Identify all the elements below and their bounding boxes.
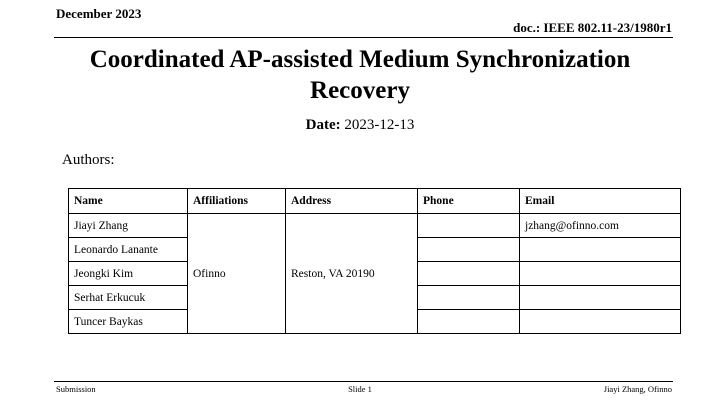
- table-header-row: [69, 189, 681, 214]
- date-line: [0, 117, 720, 134]
- author-name: Jiayi Zhang: [69, 214, 188, 238]
- footer-slide-number: Slide 1: [348, 384, 372, 394]
- header-affiliations: Affiliations: [188, 189, 286, 214]
- footer-author: Jiayi Zhang, Ofinno: [603, 384, 672, 394]
- author-name: Serhat Erkucuk: [69, 286, 188, 310]
- authors-label: Authors:: [62, 152, 115, 168]
- author-phone: [418, 262, 520, 286]
- author-email: [520, 238, 681, 262]
- author-email: [520, 286, 681, 310]
- slide-title: Coordinated AP-assisted Medium Synchronization Recovery: [89, 46, 631, 104]
- author-email: [520, 262, 681, 286]
- header-doc-id: doc.: IEEE 802.11-23/1980r1: [513, 20, 672, 35]
- author-phone: [418, 310, 520, 334]
- footer-submission: Submission: [56, 384, 96, 394]
- header-address: Address: [286, 189, 418, 214]
- header-email: Email: [520, 189, 681, 214]
- date-value: 2023-12-13: [340, 117, 415, 133]
- author-address: Reston, VA 20190: [286, 214, 418, 334]
- author-phone: [418, 286, 520, 310]
- header-rule: [54, 37, 673, 38]
- author-name: Tuncer Baykas: [69, 310, 188, 334]
- table-row: [69, 214, 681, 238]
- author-email: jzhang@ofinno.com: [520, 214, 681, 238]
- author-phone: [418, 238, 520, 262]
- author-name: Leonardo Lanante: [69, 238, 188, 262]
- author-affiliation: Ofinno: [188, 214, 286, 334]
- author-email: [520, 310, 681, 334]
- header-phone: Phone: [418, 189, 520, 214]
- author-phone: [418, 214, 520, 238]
- footer-rule: [54, 381, 673, 382]
- header-date: December 2023: [56, 6, 142, 21]
- header-name: Name: [69, 189, 188, 214]
- authors-table: [68, 188, 681, 334]
- date-label: Date:: [305, 117, 341, 133]
- author-name: Jeongki Kim: [69, 262, 188, 286]
